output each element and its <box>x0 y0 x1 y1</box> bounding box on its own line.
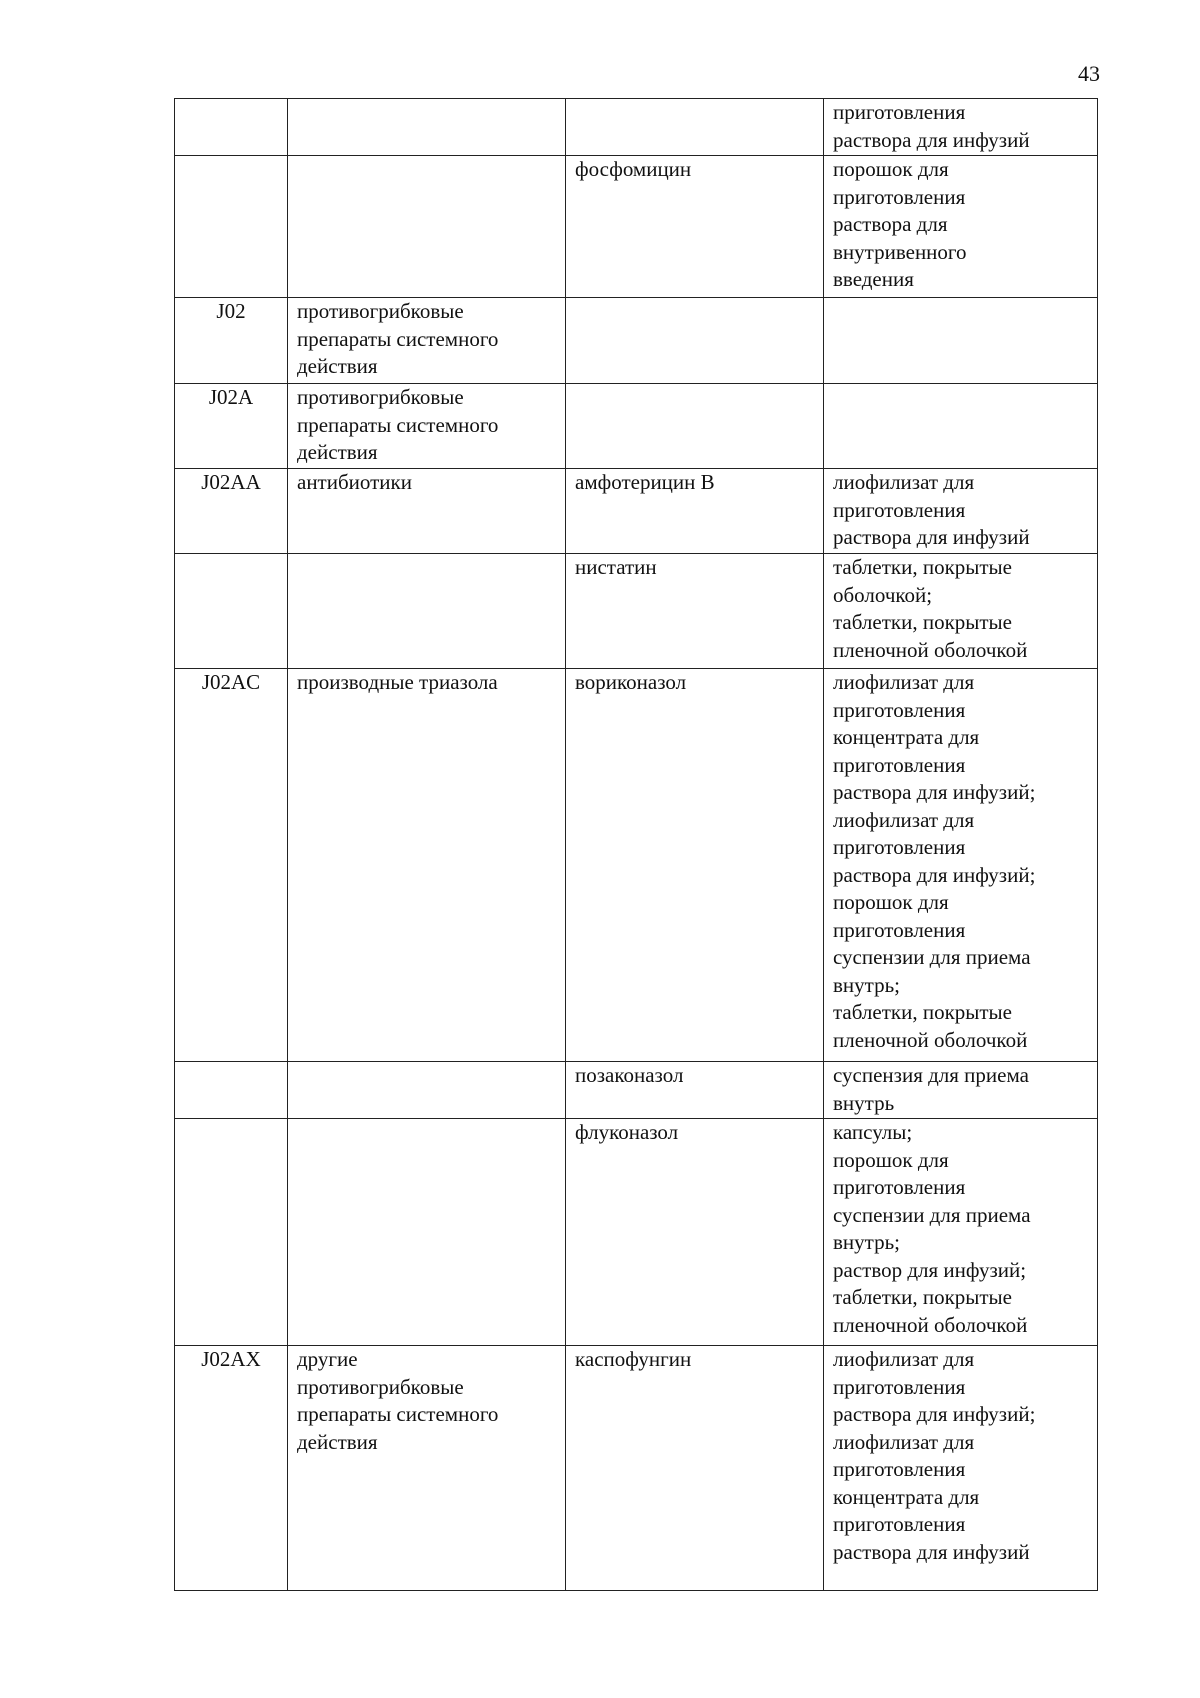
group-name-cell: производные триазола <box>288 669 566 1062</box>
drug-name-cell <box>566 298 824 384</box>
dosage-form-cell: лиофилизат для приготовления концентрата для приготовления раствора для инфузий; лиофилизат для приготовления раствора для инфузий; порошок для приготовления суспензии для приема внутрь; таблетки, покрытые пленочной оболочкой <box>824 669 1098 1062</box>
atc-code-cell <box>175 156 288 298</box>
drug-name-cell <box>566 99 824 156</box>
atc-code-cell: J02 <box>175 298 288 384</box>
dosage-form-cell: порошок для приготовления раствора для внутривенного введения <box>824 156 1098 298</box>
dosage-form-cell: таблетки, покрытые оболочкой; таблетки, покрытые пленочной оболочкой <box>824 554 1098 669</box>
drug-name-cell: каспофунгин <box>566 1346 824 1591</box>
group-name-cell <box>288 1119 566 1346</box>
group-name-cell <box>288 554 566 669</box>
table-row <box>175 298 1098 384</box>
group-name-cell <box>288 156 566 298</box>
table-row <box>175 156 1098 298</box>
drug-name-cell: фосфомицин <box>566 156 824 298</box>
drug-name-cell: флуконазол <box>566 1119 824 1346</box>
atc-code-cell: J02A <box>175 384 288 469</box>
table-row <box>175 99 1098 156</box>
table-row <box>175 1119 1098 1346</box>
dosage-form-cell <box>824 298 1098 384</box>
dosage-form-cell: лиофилизат для приготовления раствора для инфузий; лиофилизат для приготовления концентрата для приготовления раствора для инфузий <box>824 1346 1098 1591</box>
group-name-cell <box>288 99 566 156</box>
drug-name-cell: амфотерицин В <box>566 469 824 554</box>
table-row <box>175 469 1098 554</box>
table-row <box>175 1346 1098 1591</box>
atc-code-cell <box>175 554 288 669</box>
atc-code-cell <box>175 99 288 156</box>
table-row <box>175 669 1098 1062</box>
drug-name-cell: вориконазол <box>566 669 824 1062</box>
medication-table <box>174 98 1098 1591</box>
atc-code-cell <box>175 1119 288 1346</box>
group-name-cell: противогрибковые препараты системного действия <box>288 298 566 384</box>
table-row <box>175 384 1098 469</box>
table-row <box>175 1062 1098 1119</box>
atc-code-cell: J02AA <box>175 469 288 554</box>
atc-code-cell <box>175 1062 288 1119</box>
group-name-cell <box>288 1062 566 1119</box>
group-name-cell: другие противогрибковые препараты системного действия <box>288 1346 566 1591</box>
dosage-form-cell: капсулы; порошок для приготовления суспензии для приема внутрь; раствор для инфузий; таблетки, покрытые пленочной оболочкой <box>824 1119 1098 1346</box>
drug-name-cell: позаконазол <box>566 1062 824 1119</box>
drug-name-cell <box>566 384 824 469</box>
atc-code-cell: J02AC <box>175 669 288 1062</box>
dosage-form-cell: суспензия для приема внутрь <box>824 1062 1098 1119</box>
group-name-cell: антибиотики <box>288 469 566 554</box>
dosage-form-cell <box>824 384 1098 469</box>
dosage-form-cell: лиофилизат для приготовления раствора для инфузий <box>824 469 1098 554</box>
page-number: 43 <box>1078 61 1100 86</box>
table-row <box>175 554 1098 669</box>
drug-name-cell: нистатин <box>566 554 824 669</box>
dosage-form-cell: приготовления раствора для инфузий <box>824 99 1098 156</box>
group-name-cell: противогрибковые препараты системного действия <box>288 384 566 469</box>
atc-code-cell: J02AX <box>175 1346 288 1591</box>
